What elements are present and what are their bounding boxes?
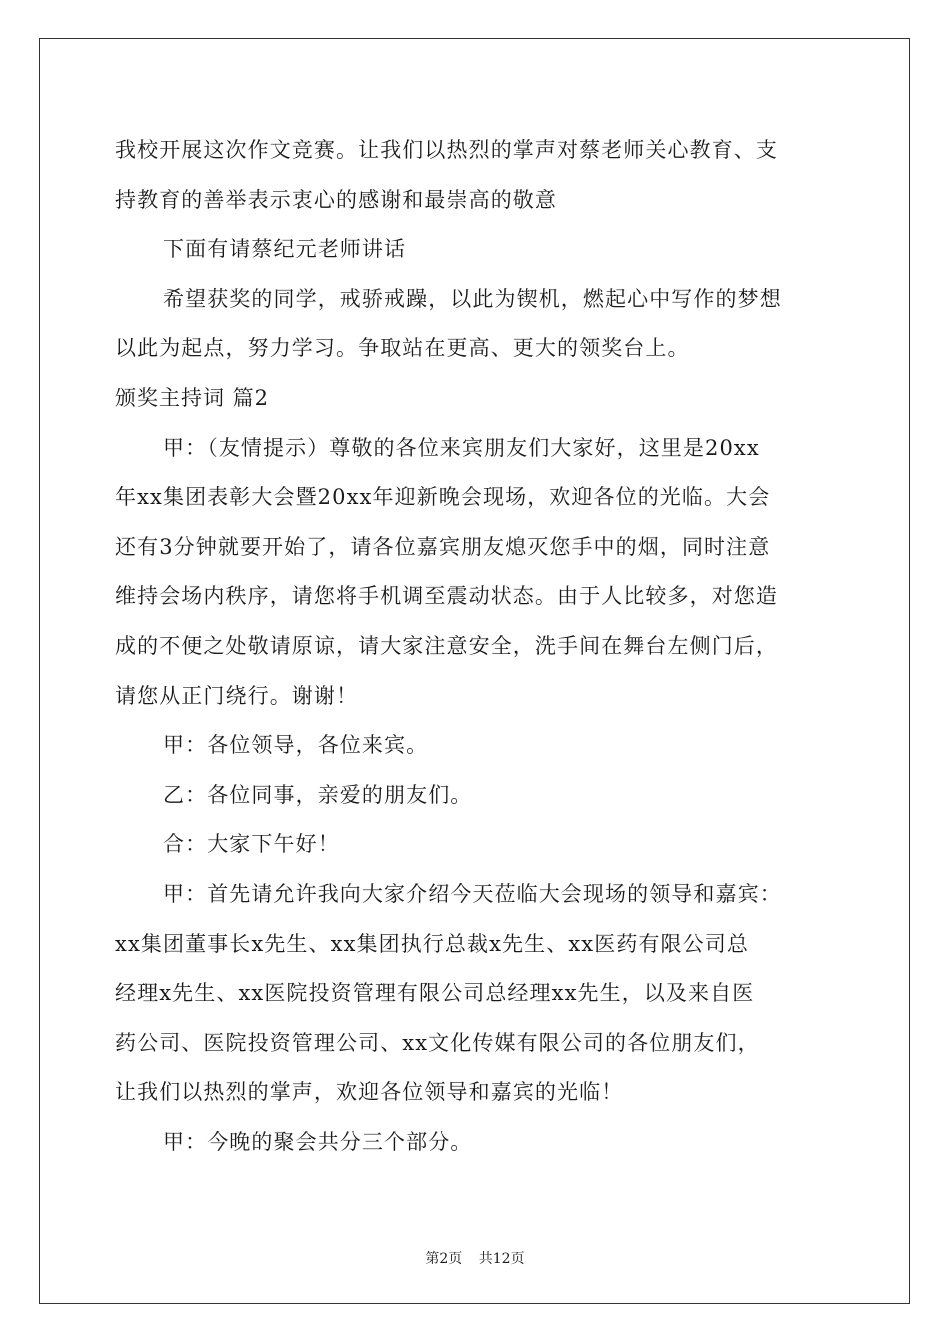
section-heading: 颁奖主持词 篇2 [115,385,270,410]
text-line-1: 我校开展这次作文竞赛。让我们以热烈的掌声对蔡老师关心教育、支 [115,138,778,162]
text-line-9: 还有3分钟就要开始了，请各位嘉宾朋友熄灭您手中的烟，同时注意 [115,534,771,559]
text-line-21: 甲：今晚的聚会共分三个部分。 [163,1129,473,1154]
text-line-8: 年xx集团表彰大会暨20xx年迎新晚会现场，欢迎各位的光临。大会 [115,485,771,510]
text-line-2: 持教育的善举表示衷心的感谢和最崇高的敬意 [115,187,557,212]
text-line-7: 甲：（友情提示）尊敬的各位来宾朋友们大家好，这里是20xx [163,435,760,460]
text-line-5: 以此为起点，努力学习。争取站在更高、更大的领奖台上。 [115,336,690,361]
page-number: 第2页 [425,1251,463,1267]
text-line-13: 甲：各位领导，各位来宾。 [163,733,429,758]
page-total: 共12页 [478,1251,525,1267]
text-line-19: 药公司、医院投资管理公司、xx文化传媒有限公司的各位朋友们， [115,1030,760,1055]
text-line-4: 希望获奖的同学，戒骄戒躁，以此为锲机，燃起心中写作的梦想 [163,286,782,311]
text-line-14: 乙：各位同事，亲爱的朋友们。 [163,782,473,807]
text-line-3: 下面有请蔡纪元老师讲话 [163,237,407,262]
text-line-15: 合：大家下午好！ [163,832,340,857]
text-line-10: 维持会场内秩序，请您将手机调至震动状态。由于人比较多，对您造 [115,584,778,609]
page-footer [0,1248,950,1268]
text-line-12: 请您从正门绕行。谢谢！ [115,683,359,708]
text-line-17: xx集团董事长x先生、xx集团执行总裁x先生、xx医药有限公司总 [115,931,749,956]
document-body [115,126,835,1167]
text-line-20: 让我们以热烈的掌声，欢迎各位领导和嘉宾的光临！ [115,1080,624,1105]
text-line-18: 经理x先生、xx医院投资管理有限公司总经理xx先生，以及来自医 [115,981,755,1006]
text-line-11: 成的不便之处敬请原谅，请大家注意安全，洗手间在舞台左侧门后， [115,633,778,658]
text-line-16: 甲：首先请允许我向大家介绍今天莅临大会现场的领导和嘉宾： [163,881,782,906]
